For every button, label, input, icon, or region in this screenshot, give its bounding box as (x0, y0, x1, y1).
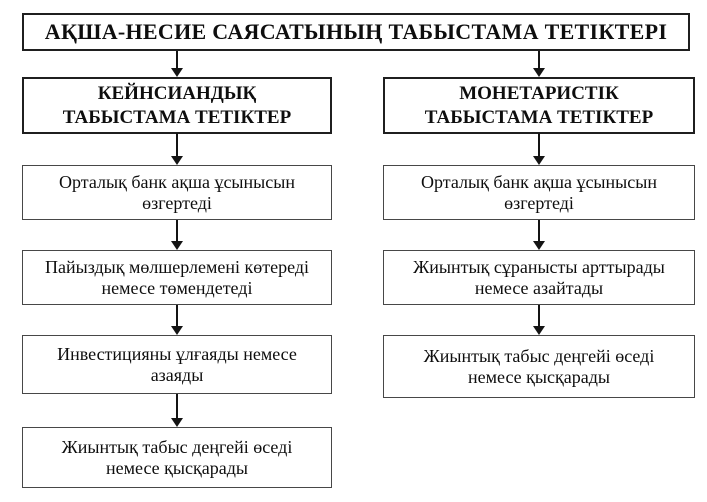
down-arrow (533, 51, 545, 77)
arrowhead-icon (171, 326, 183, 335)
arrow-shaft (176, 219, 178, 241)
step-box-investment (22, 335, 332, 394)
arrow-shaft (176, 133, 178, 156)
column-header-keynesian (22, 77, 332, 134)
arrowhead-icon (533, 326, 545, 335)
step-box-aggregate-income-right (383, 335, 695, 398)
arrowhead-icon (171, 156, 183, 165)
step-box-aggregate-income-left (22, 427, 332, 488)
arrowhead-icon (533, 241, 545, 250)
arrow-shaft (538, 51, 540, 68)
step-box-central-bank-left (22, 165, 332, 220)
step-box-central-bank-right (383, 165, 695, 220)
header-line: ТАБЫСТАМА ТЕТІКТЕР (62, 106, 292, 128)
down-arrow (171, 304, 183, 335)
down-arrow (533, 219, 545, 250)
step-line: Инвестицияны ұлғаяды немесе (57, 343, 297, 364)
diagram-title-box (22, 13, 690, 51)
header-line: МОНЕТАРИСТІК (459, 82, 619, 104)
arrowhead-icon (171, 418, 183, 427)
step-line: Орталық банк ақша ұсынысын (421, 171, 657, 192)
step-line: Пайыздық мөлшерлемені көтереді (45, 256, 309, 277)
step-line: немесе төмендетеді (101, 277, 253, 298)
step-line: Орталық банк ақша ұсынысын (59, 171, 295, 192)
down-arrow (171, 394, 183, 427)
step-line: Жиынтық табыс деңгейі өседі (423, 345, 655, 366)
arrow-shaft (538, 219, 540, 241)
arrow-shaft (176, 51, 178, 68)
step-line: немесе азайтады (474, 277, 604, 298)
arrow-shaft (538, 133, 540, 156)
down-arrow (533, 304, 545, 335)
step-box-interest-rate (22, 250, 332, 305)
arrowhead-icon (533, 156, 545, 165)
arrow-shaft (176, 304, 178, 326)
step-line: өзгертеді (504, 192, 574, 213)
down-arrow (171, 51, 183, 77)
step-line: азаяды (150, 364, 204, 385)
arrowhead-icon (533, 68, 545, 77)
step-line: немесе қысқарады (468, 366, 610, 387)
arrowhead-icon (171, 241, 183, 250)
arrowhead-icon (171, 68, 183, 77)
down-arrow (533, 133, 545, 165)
arrow-shaft (538, 304, 540, 326)
step-line: өзгертеді (142, 192, 212, 213)
step-line: Жиынтық табыс деңгейі өседі (61, 436, 293, 457)
step-line: немесе қысқарады (106, 457, 248, 478)
header-line: КЕЙНСИАНДЫҚ (97, 82, 257, 104)
step-line: Жиынтық сұранысты арттырады (413, 256, 665, 277)
column-header-monetarist (383, 77, 695, 134)
arrow-shaft (176, 394, 178, 418)
step-box-aggregate-demand (383, 250, 695, 305)
down-arrow (171, 133, 183, 165)
header-line: ТАБЫСТАМА ТЕТІКТЕР (424, 106, 654, 128)
down-arrow (171, 219, 183, 250)
diagram-title: АҚША-НЕСИЕ САЯСАТЫНЫҢ ТАБЫСТАМА ТЕТІКТЕРІ (44, 19, 668, 44)
